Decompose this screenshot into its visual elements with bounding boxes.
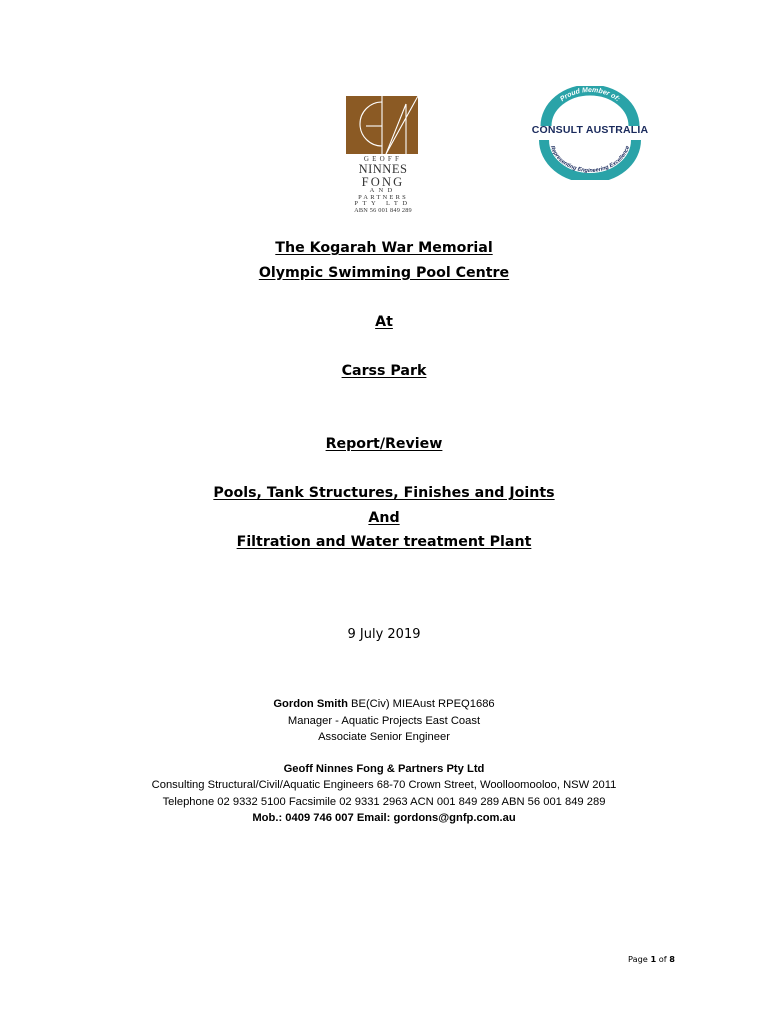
title-line: Carss Park <box>341 362 427 379</box>
title-line: At <box>375 313 393 330</box>
title-line: The Kogarah War Memorial <box>275 240 493 256</box>
page-total: 8 <box>669 954 675 964</box>
firm-address: Consulting Structural/Civil/Aquatic Engineers 68-70 Crown Street, Woolloomooloo, NSW 2011 <box>151 779 617 792</box>
report-date: 9 July 2019 <box>347 627 421 642</box>
author-role: Associate Senior Engineer <box>318 731 450 743</box>
gnfp-monogram-icon <box>346 96 418 154</box>
author-block <box>0 696 768 746</box>
author-name: Gordon Smith <box>273 698 348 710</box>
gnfp-line: PARTNERS <box>358 193 408 201</box>
gnfp-line: PTY LTD <box>354 200 412 207</box>
gnfp-wordmark <box>346 156 420 214</box>
ca-arc-bottom: Representing Engineering Excellence <box>548 145 632 175</box>
gnfp-line: NINNES <box>358 162 408 176</box>
firm-name: Geoff Ninnes Fong & Partners Pty Ltd <box>283 763 485 775</box>
firm-phones: Telephone 02 9332 5100 Facsimile 02 9331 2963 ACN 001 849 289 ABN 56 001 849 289 <box>162 795 606 808</box>
consult-australia-name: CONSULT AUSTRALIA <box>531 124 649 136</box>
title-line: Report/Review <box>325 436 443 452</box>
gnfp-line: GEOFF <box>363 155 403 163</box>
author-role: Manager - Aquatic Projects East Coast <box>287 714 481 727</box>
page-prefix: Page <box>628 954 651 964</box>
gnfp-line: FONG <box>361 174 405 189</box>
gnfp-logo <box>346 96 420 214</box>
page-current: 1 <box>650 954 657 964</box>
title-line: And <box>368 509 400 526</box>
gnfp-abn: ABN 56 001 849 289 <box>354 206 412 214</box>
firm-block <box>0 761 768 826</box>
report-title-block <box>0 236 768 555</box>
author-qualifications: BE(Civ) MIEAust RPEQ1686 <box>347 698 495 710</box>
page-sep: of <box>656 954 670 964</box>
title-line: Olympic Swimming Pool Centre <box>258 264 510 281</box>
page-number <box>628 954 675 964</box>
firm-contact: Mob.: 0409 746 007 Email: gordons@gnfp.com.au <box>252 811 516 824</box>
title-line: Pools, Tank Structures, Finishes and Joints <box>213 485 555 501</box>
title-line: Filtration and Water treatment Plant <box>236 534 532 550</box>
ca-arc-top: Proud Member of: <box>559 86 621 104</box>
gnfp-line: AND <box>369 187 397 194</box>
consult-australia-badge <box>524 86 656 180</box>
